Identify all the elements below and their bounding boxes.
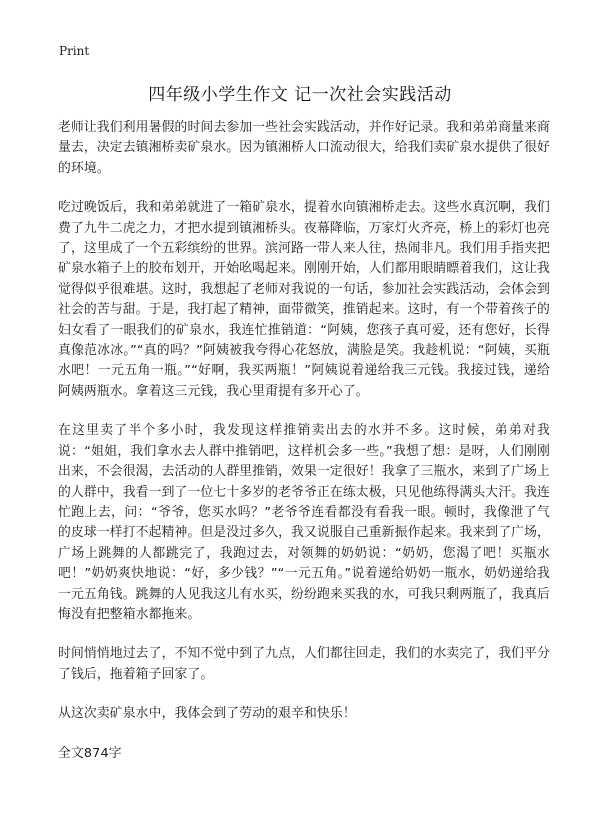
paragraph-4: 时间悄悄地过去了，不知不觉中到了九点，人们都往回走，我们的水卖完了，我们平分了钱后，拖着箱子回家了。 (58, 646, 550, 682)
word-count: 全文874字 (58, 745, 122, 761)
paragraph-5: 从这次卖矿泉水中，我体会到了劳动的艰辛和快乐！ (58, 706, 356, 722)
paragraph-1: 老师让我们利用暑假的时间去参加一些社会实践活动，并作好记录。我和弟弟商量来商量去，决定去镇湘桥卖矿泉水。因为镇湘桥人口流动很大，给我们卖矿泉水提供了很好的环境。 (58, 120, 550, 176)
paragraph-3: 在这里卖了半个多小时，我发现这样推销卖出去的水并不多。这时候，弟弟对我说：“姐姐，我们拿水去人群中推销吧，这样机会多一些。”我想了想：是呀，人们刚刚出来，不会很渴，去活动的人群里推销，效果一定很好！我拿了三瓶水，来到了广场上的人群中，我看一到了一位七十多岁的老爷爷正在练太极，只见他练得满头大汗。我连忙跑上去，问：“爷爷，您买水吗？”老爷爷连看都没有看我一眼。顿时，我像泄了气的皮球一样打不起精神。但是没过多久，我又说服自己重新振作起来。我来到了广场，广场上跳舞的人都跳完了，我跑过去，对领舞的奶奶说：“奶奶，您渴了吧！买瓶水吧！”奶奶爽快地说：“好，多少钱？”“一元五角。”说着递给奶奶一瓶水，奶奶递给我一元五角钱。跳舞的人见我这儿有水买，纷纷跑来买我的水，可我只剩两瓶了，我真后悔没有把整箱水都拖来。 (58, 423, 550, 622)
article-title: 四年级小学生作文 记一次社会实践活动 (148, 85, 452, 105)
paragraph-2: 吃过晚饭后，我和弟弟就进了一箱矿泉水，提着水向镇湘桥走去。这些水真沉啊，我们费了九牛二虎之力，才把水提到镇湘桥头。夜幕降临，万家灯火齐亮，桥上的彩灯也亮了，这里成了一个五彩缤纷的世界。滨河路一带人来人往，热闹非凡。我们用手指夹把矿泉水箱子上的胶布划开，开始吆喝起来。刚刚开始，人们都用眼睛瞟着我们，这让我觉得似乎很难堪。这时，我想起了老师对我说的一句话，参加社会实践活动，会体会到社会的苦与甜。于是，我打起了精神，面带微笑，推销起来。这时，有一个带着孩子的妇女看了一眼我们的矿泉水，我连忙推销道：“阿姨，您孩子真可爱，还有您好，长得真像范冰冰。”“真的吗？”阿姨被我夸得心花怒放，满脸是笑。我趁机说：“阿姨，买瓶水吧！一元五角一瓶。”“好啊，我买两瓶！”阿姨说着递给我三元钱。我接过钱，递给阿姨两瓶水。拿着这三元钱，我心里甭提有多开心了。 (58, 200, 550, 399)
print-link[interactable]: Print (59, 44, 90, 58)
article-body (58, 118, 550, 764)
